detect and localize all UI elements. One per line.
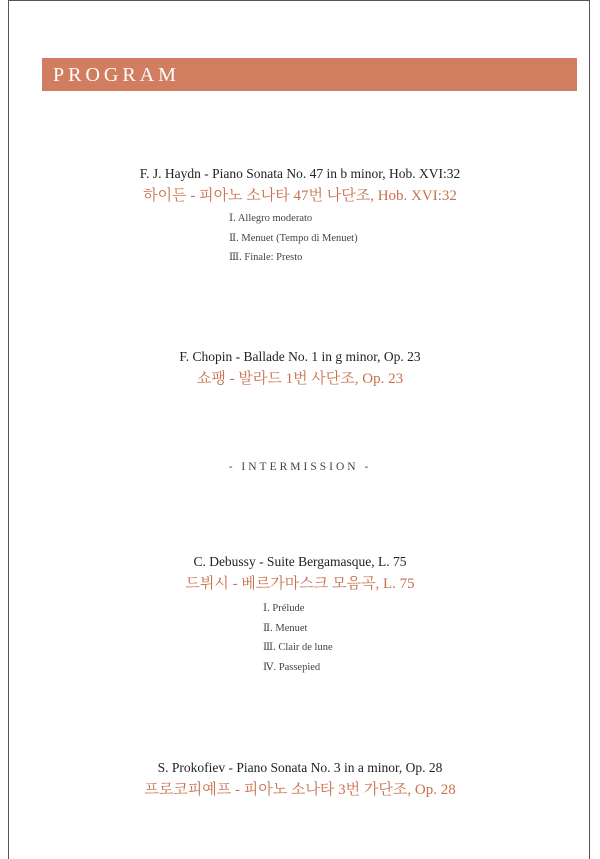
piece-title-ko: 프로코피예프 - 피아노 소나타 3번 가단조, Op. 28 — [144, 782, 456, 798]
piece-title-en: C. Debussy - Suite Bergamasque, L. 75 — [193, 554, 407, 569]
haydn-movements — [229, 209, 358, 268]
piece-debussy — [9, 553, 591, 595]
movement-item: Ⅳ. Passepied — [263, 662, 321, 674]
movement-item: Ⅱ. Menuet — [263, 622, 308, 634]
movement-item: Ⅲ. Clair de lune — [263, 642, 333, 654]
piece-title-en: F. Chopin - Ballade No. 1 in g minor, Op. 23 — [179, 349, 421, 364]
piece-haydn — [9, 165, 591, 207]
piece-prokofiev — [9, 759, 591, 801]
movement-item: Ⅰ. Prélude — [263, 603, 305, 614]
debussy-movements — [263, 599, 333, 678]
movement-item: Ⅰ. Allegro moderato — [229, 213, 313, 224]
piece-title-en: S. Prokofiev - Piano Sonata No. 3 in a minor, Op. 28 — [157, 760, 443, 775]
program-title: PROGRAM — [53, 64, 180, 86]
program-page — [8, 0, 590, 859]
piece-title-ko: 하이든 - 피아노 소나타 47번 나단조, Hob. XVI:32 — [143, 188, 457, 204]
piece-chopin — [9, 348, 591, 390]
movement-item: Ⅲ. Finale: Presto — [229, 252, 303, 264]
piece-title-ko: 드뷔시 - 베르가마스크 모음곡, L. 75 — [185, 576, 415, 592]
piece-title-en: F. J. Haydn - Piano Sonata No. 47 in b minor, Hob. XVI:32 — [139, 166, 461, 181]
movement-item: Ⅱ. Menuet (Tempo di Menuet) — [229, 232, 358, 244]
piece-title-ko: 쇼팽 - 발라드 1번 사단조, Op. 23 — [196, 371, 404, 387]
intermission-label: - INTERMISSION - — [228, 461, 372, 473]
program-header-banner — [42, 58, 577, 91]
